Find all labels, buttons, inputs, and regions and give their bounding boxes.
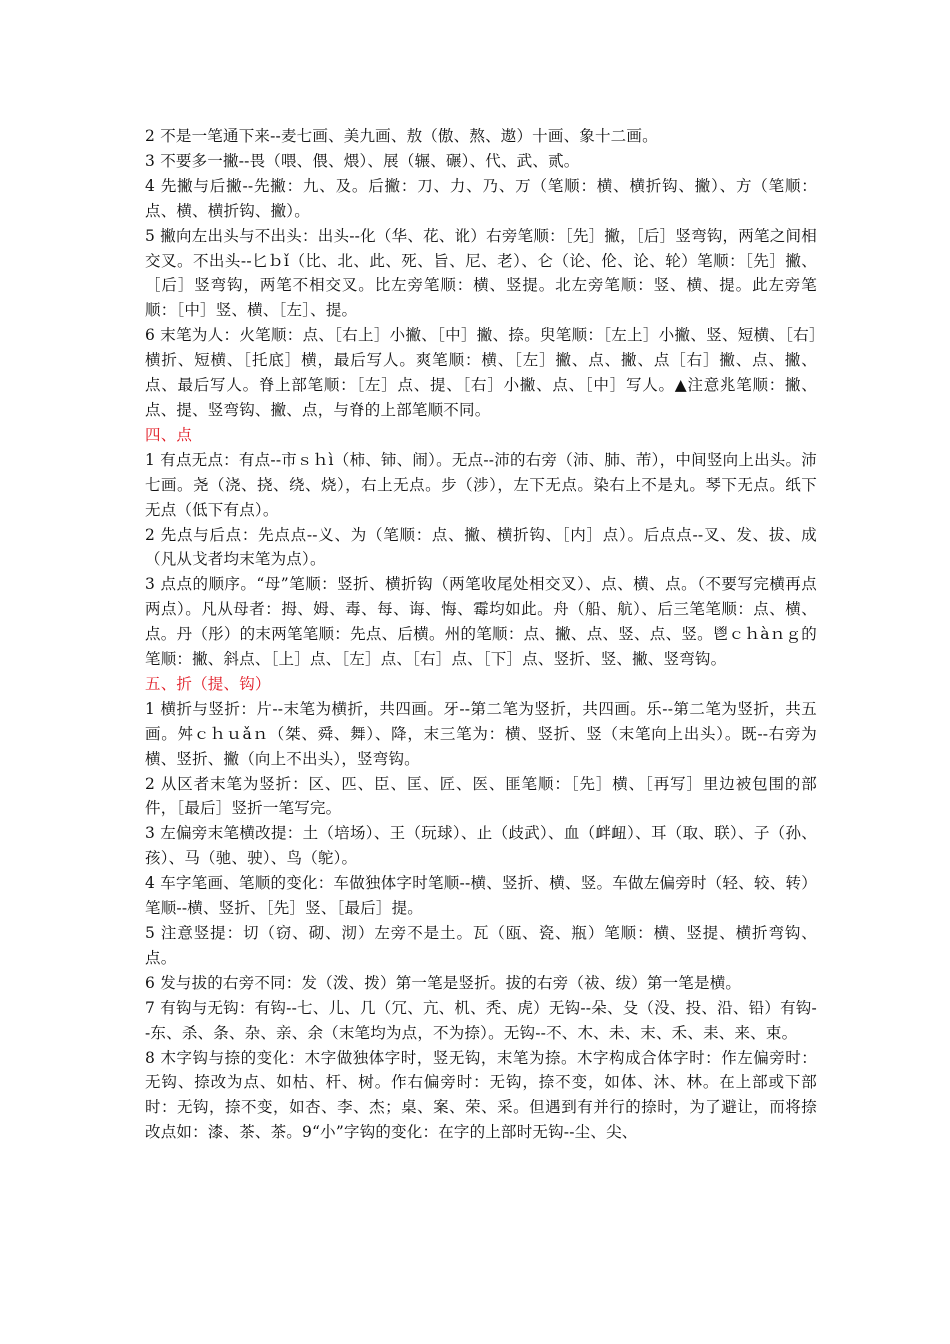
paragraph-15: 7 有钩与无钩：有钩--七、儿、几（冗、亢、机、秃、虎）无钩--朵、殳（没、投、沿、铅）有钩--东、杀、条、杂、亲、余（末笔均为点，不为捺）。无钩--不、木、未、末、禾、耒、来、束。 — [145, 998, 817, 1042]
paragraph-5: 6 末笔为人：火笔顺：点、［右上］小撇、［中］撇、捺。臾笔顺：［左上］小撇、竖、短横、［右］横折、短横、［托底］横，最后写人。爽笔顺：横、［左］撇、点、撇、点［右］撇、点、撇、点、最后写人。脊上部笔顺：［左］点、提、［右］小撇、点、［中］写人。▲注意兆笔顺：撇、点、提、竖弯钩、撇、点，与脊的上部笔顺不同。 — [145, 326, 817, 419]
paragraph-4: 5 撇向左出头与不出头：出头--化（华、花、讹）右旁笔顺：［先］撇，［后］竖弯钩，两笔之间相交叉。不出头--匕ｂǐ（比、北、此、死、旨、尼、老）、仑（论、伦、论、轮）笔顺：［先］撇、［后］竖弯钩，两笔不相交叉。比左旁笔顺：横、竖提。北左旁笔顺：竖、横、提。此左旁笔顺：［中］竖、横、［左］、提。 — [145, 226, 817, 320]
paragraph-12: 4 车字笔画、笔顺的变化：车做独体字时笔顺--横、竖折、横、竖。车做左偏旁时（轻、较、转）笔顺--横、竖折、［先］竖、［最后］提。 — [145, 874, 817, 918]
paragraph-16: 8 木字钩与捺的变化：木字做独体字时，竖无钩，末笔为捺。木字构成合体字时：作左偏旁时：无钩、捺改为点、如枯、杆、树。作右偏旁时：无钩，捺不变，如体、沐、林。在上部或下部时：无钩，捺不变，如杏、李、杰；桌、案、荣、采。但遇到有并行的捺时，为了避让，而将捺改点如：漆、茶、茶。9“小”字钩的变化：在字的上部时无钩--尘、尖、 — [145, 1048, 817, 1142]
paragraph-1: 2 不是一笔通下来--麦七画、美九画、敖（傲、熬、遨）十画、象十二画。 — [145, 127, 658, 145]
paragraph-6: 1 有点无点：有点--市ｓｈì（柿、铈、闹）。无点--沛的右旁（沛、肺、芾），中间竖向上出头。沛七画。尧（浇、挠、绕、烧），右上无点。步（涉），左下无点。染右上不是丸。琴下无点。纸下无点（低下有点）。 — [145, 450, 817, 519]
paragraph-7: 2 先点与后点：先点点--义、为（笔顺：点、撇、横折钩、［内］点）。后点点--叉、发、拔、成（凡从戈者均末笔为点）。 — [145, 525, 817, 569]
paragraph-11: 3 左偏旁末笔横改提：土（培场）、王（玩球）、止（歧武）、血（衅衄）、耳（取、联）、子（孙、孩）、马（驰、驶）、鸟（鸵）。 — [145, 824, 817, 868]
paragraph-3: 4 先撇与后撇--先撇：九、及。后撇：刀、力、乃、万（笔顺：横、横折钩、撇）、方（笔顺：点、横、横折钩、撇）。 — [145, 176, 817, 220]
paragraph-14: 6 发与拔的右旁不同：发（泼、拨）第一笔是竖折。拔的右旁（祓、绂）第一笔是横。 — [145, 973, 742, 992]
paragraph-8: 3 点点的顺序。“母”笔顺：竖折、横折钩（两笔收尾处相交叉）、点、横、点。（不要写完横再点两点）。凡从母者：拇、姆、毒、每、诲、悔、霉均如此。舟（船、航）、后三笔笔顺：点、横、点。丹（彤）的末两笔笔顺：先点、后横。州的笔顺：点、撇、点、竖、点、竖。鬯ｃｈàｎｇ的笔顺：撇、斜点、［上］点、［左］点、［右］点、［下］点、竖折、竖、撇、竖弯钩。 — [145, 575, 817, 669]
paragraph-9: 1 横折与竖折：片--末笔为横折，共四画。牙--第二笔为竖折，共四画。乐--第二笔为竖折，共五画。舛ｃｈｕǎｎ（桀、舜、舞）、降，末三笔为：横、竖折、竖（末笔向上出头）。既--右旁为横、竖折、撇（向上不出头），竖弯钩。 — [145, 699, 817, 768]
paragraph-2: 3 不要多一撇--畏（喂、偎、煨）、展（辗、碾）、代、武、贰。 — [145, 151, 580, 170]
document-body — [145, 124, 817, 1145]
paragraph-13: 5 注意竖提：切（窃、砌、沏）左旁不是土。瓦（瓯、瓷、瓶）笔顺：横、竖提、横折弯钩、点。 — [145, 924, 817, 967]
section-heading-dots: 四、点 — [145, 425, 193, 444]
section-heading-folds: 五、折（提、钩） — [145, 674, 271, 693]
paragraph-10: 2 从区者末笔为竖折：区、匹、臣、匡、匠、医、匪笔顺：［先］横、［再写］里边被包围的部件，［最后］竖折一笔写完。 — [145, 774, 817, 818]
